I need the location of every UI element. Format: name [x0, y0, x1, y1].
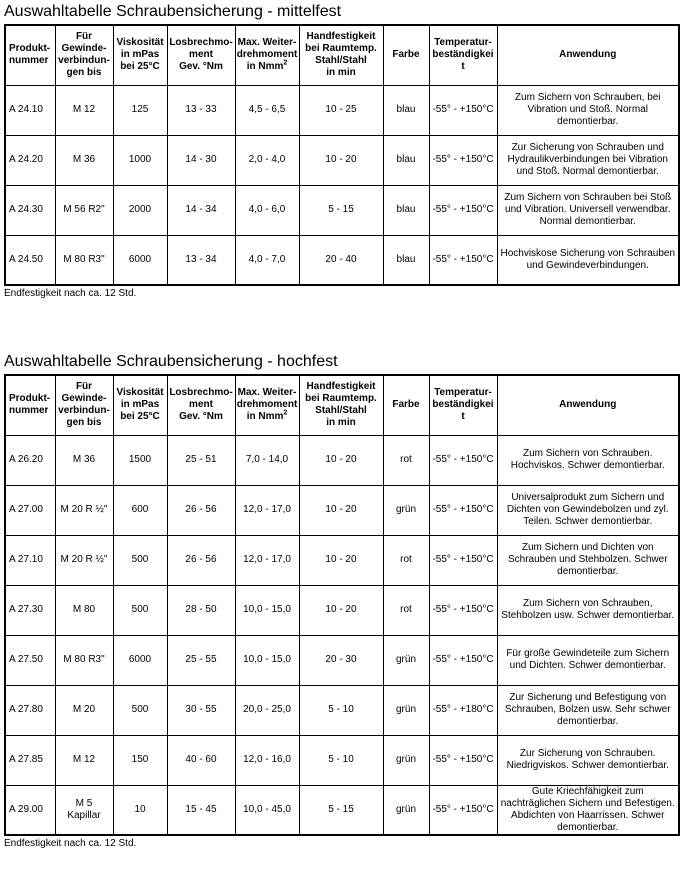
- header-label-anwendung: Anwendung: [559, 49, 617, 61]
- cell-visko: 6000: [113, 635, 167, 685]
- cell-temp: -55° - +150°C: [429, 435, 497, 485]
- cell-temp: -55° - +150°C: [429, 635, 497, 685]
- cell-farbe: blau: [383, 235, 429, 285]
- cell-farbe: grün: [383, 485, 429, 535]
- cell-weiter: 10,0 - 15,0: [235, 585, 299, 635]
- header-farbe: [383, 375, 429, 435]
- cell-visko: 6000: [113, 235, 167, 285]
- header-weiter: [235, 375, 299, 435]
- table-row: [5, 235, 679, 285]
- cell-produkt: A 27.10: [5, 535, 55, 585]
- cell-anwendung: Hochviskose Sicherung von Schrauben und Gewindeverbindungen.: [497, 235, 679, 285]
- header-label-visko: Viskosität in mPas bei 25°C: [116, 387, 164, 423]
- table-title-hochfest: Auswahltabelle Schraubensicherung - hochfest: [4, 353, 338, 370]
- cell-visko: 500: [113, 535, 167, 585]
- cell-anwendung: Für große Gewindeteile zum Sichern und Dichten. Schwer demontierbar.: [497, 635, 679, 685]
- cell-visko: 600: [113, 485, 167, 535]
- cell-produkt: A 24.10: [5, 85, 55, 135]
- table-title-mittelfest: Auswahltabelle Schraubensicherung - mittelfest: [4, 3, 342, 20]
- header-label-farbe: Farbe: [392, 399, 420, 411]
- cell-anwendung: Universalprodukt zum Sichern und Dichten von Gewindebolzen und zyl. Teilen. Schwer demontierbar.: [497, 485, 679, 535]
- cell-produkt: A 24.50: [5, 235, 55, 285]
- header-label-visko: Viskosität in mPas bei 25°C: [116, 37, 164, 73]
- table-row: [5, 435, 679, 485]
- cell-losbrech: 13 - 33: [167, 85, 235, 135]
- cell-farbe: rot: [383, 585, 429, 635]
- cell-anwendung: Zum Sichern von Schrauben, bei Vibration und Stoß. Normal demontierbar.: [497, 85, 679, 135]
- cell-farbe: rot: [383, 535, 429, 585]
- cell-hand: 5 - 15: [299, 185, 383, 235]
- cell-weiter: 12,0 - 16,0: [235, 735, 299, 785]
- table-row: [5, 685, 679, 735]
- header-superscript: 2: [283, 409, 288, 417]
- header-label-farbe: Farbe: [392, 49, 420, 61]
- cell-visko: 2000: [113, 185, 167, 235]
- table-row: [5, 785, 679, 835]
- cell-produkt: A 24.20: [5, 135, 55, 185]
- table-hochfest: [4, 374, 680, 836]
- section-hochfest: [4, 352, 680, 850]
- header-label-weiter: Max. Weiter- drehmoment in Nmm: [236, 387, 298, 423]
- cell-losbrech: 40 - 60: [167, 735, 235, 785]
- header-label-produkt: Produkt- nummer: [9, 393, 51, 417]
- cell-anwendung: Zum Sichern von Schrauben, Stehbolzen usw. Schwer demontierbar.: [497, 585, 679, 635]
- cell-losbrech: 14 - 34: [167, 185, 235, 235]
- header-label-weiter: Max. Weiter- drehmoment in Nmm: [236, 37, 298, 73]
- cell-visko: 1000: [113, 135, 167, 185]
- header-gewinde: [55, 25, 113, 85]
- header-label-hand: Handfestigkeit bei Raumtemp. Stahl/Stahl in min: [305, 381, 377, 429]
- cell-visko: 1500: [113, 435, 167, 485]
- header-anwendung: [497, 25, 679, 85]
- cell-weiter: 12,0 - 17,0: [235, 485, 299, 535]
- cell-losbrech: 30 - 55: [167, 685, 235, 735]
- section-mittelfest: [4, 2, 680, 300]
- cell-produkt: A 24.30: [5, 185, 55, 235]
- cell-produkt: A 29.00: [5, 785, 55, 835]
- cell-weiter: 4,0 - 7,0: [235, 235, 299, 285]
- cell-losbrech: 13 - 34: [167, 235, 235, 285]
- cell-temp: -55° - +150°C: [429, 85, 497, 135]
- cell-temp: -55° - +180°C: [429, 685, 497, 735]
- cell-weiter: 10,0 - 45,0: [235, 785, 299, 835]
- cell-produkt: A 27.80: [5, 685, 55, 735]
- cell-weiter: 7,0 - 14,0: [235, 435, 299, 485]
- header-gewinde: [55, 375, 113, 435]
- table-row: [5, 585, 679, 635]
- cell-hand: 5 - 10: [299, 735, 383, 785]
- header-visko: [113, 375, 167, 435]
- header-farbe: [383, 25, 429, 85]
- cell-visko: 500: [113, 585, 167, 635]
- footnote-mittelfest: Endfestigkeit nach ca. 12 Std.: [4, 288, 137, 299]
- cell-gewinde: M 36: [55, 435, 113, 485]
- cell-gewinde: M 12: [55, 735, 113, 785]
- cell-produkt: A 26.20: [5, 435, 55, 485]
- cell-produkt: A 27.00: [5, 485, 55, 535]
- header-temp: [429, 375, 497, 435]
- cell-produkt: A 27.85: [5, 735, 55, 785]
- table-header-row: [5, 375, 679, 435]
- header-anwendung: [497, 375, 679, 435]
- cell-losbrech: 28 - 50: [167, 585, 235, 635]
- cell-anwendung: Gute Kriechfähigkeit zum nachträglichen Sichern und Befestigen. Abdichten von Haarrissen. Schwer demontierbar.: [497, 785, 679, 835]
- cell-visko: 10: [113, 785, 167, 835]
- header-losbrech: [167, 25, 235, 85]
- header-label-temp: Temperatur- beständigkei t: [432, 37, 494, 73]
- cell-losbrech: 15 - 45: [167, 785, 235, 835]
- cell-produkt: A 27.50: [5, 635, 55, 685]
- cell-anwendung: Zum Sichern von Schrauben. Hochviskos. Schwer demontierbar.: [497, 435, 679, 485]
- cell-gewinde: M 5 Kapillar: [55, 785, 113, 835]
- header-label-gewinde: Für Gewinde- verbindun- gen bis: [58, 381, 110, 429]
- header-label-anwendung: Anwendung: [559, 399, 617, 411]
- header-superscript: 2: [283, 59, 288, 67]
- table-row: [5, 85, 679, 135]
- cell-visko: 125: [113, 85, 167, 135]
- table-row: [5, 185, 679, 235]
- table-mittelfest: [4, 24, 680, 286]
- table-header-row: [5, 25, 679, 85]
- cell-farbe: grün: [383, 735, 429, 785]
- cell-anwendung: Zur Sicherung von Schrauben. Niedrigviskos. Schwer demontierbar.: [497, 735, 679, 785]
- cell-temp: -55° - +150°C: [429, 235, 497, 285]
- header-weiter: [235, 25, 299, 85]
- cell-anwendung: Zur Sicherung von Schrauben und Hydraulikverbindungen bei Vibration und Stoß. Normal demontierbar.: [497, 135, 679, 185]
- cell-temp: -55° - +150°C: [429, 485, 497, 535]
- header-label-hand: Handfestigkeit bei Raumtemp. Stahl/Stahl in min: [305, 31, 377, 79]
- table-row: [5, 635, 679, 685]
- cell-farbe: blau: [383, 185, 429, 235]
- cell-hand: 20 - 40: [299, 235, 383, 285]
- cell-hand: 10 - 25: [299, 85, 383, 135]
- cell-hand: 5 - 15: [299, 785, 383, 835]
- header-visko: [113, 25, 167, 85]
- cell-losbrech: 25 - 55: [167, 635, 235, 685]
- cell-anwendung: Zum Sichern und Dichten von Schrauben und Stehbolzen. Schwer demontierbar.: [497, 535, 679, 585]
- cell-losbrech: 14 - 30: [167, 135, 235, 185]
- footnote-hochfest: Endfestigkeit nach ca. 12 Std.: [4, 838, 137, 849]
- cell-weiter: 12,0 - 17,0: [235, 535, 299, 585]
- cell-farbe: grün: [383, 635, 429, 685]
- cell-losbrech: 25 - 51: [167, 435, 235, 485]
- cell-gewinde: M 80: [55, 585, 113, 635]
- cell-gewinde: M 20: [55, 685, 113, 735]
- table-row: [5, 485, 679, 535]
- cell-farbe: blau: [383, 135, 429, 185]
- cell-gewinde: M 80 R3": [55, 235, 113, 285]
- cell-weiter: 4,0 - 6,0: [235, 185, 299, 235]
- header-hand: [299, 25, 383, 85]
- cell-farbe: blau: [383, 85, 429, 135]
- header-label-produkt: Produkt- nummer: [9, 43, 51, 67]
- header-hand: [299, 375, 383, 435]
- table-row: [5, 535, 679, 585]
- cell-hand: 5 - 10: [299, 685, 383, 735]
- header-label-temp: Temperatur- beständigkei t: [432, 387, 494, 423]
- cell-hand: 10 - 20: [299, 485, 383, 535]
- cell-losbrech: 26 - 56: [167, 485, 235, 535]
- cell-gewinde: M 36: [55, 135, 113, 185]
- header-label-losbrech: Losbrechmo- ment Gev. °Nm: [169, 387, 233, 423]
- header-produkt: [5, 25, 55, 85]
- cell-visko: 500: [113, 685, 167, 735]
- cell-visko: 150: [113, 735, 167, 785]
- cell-weiter: 4,5 - 6,5: [235, 85, 299, 135]
- cell-gewinde: M 20 R ½": [55, 485, 113, 535]
- cell-weiter: 2,0 - 4,0: [235, 135, 299, 185]
- header-produkt: [5, 375, 55, 435]
- cell-anwendung: Zur Sicherung und Befestigung von Schrauben, Bolzen usw. Sehr schwer demontierbar.: [497, 685, 679, 735]
- header-temp: [429, 25, 497, 85]
- cell-gewinde: M 20 R ½": [55, 535, 113, 585]
- cell-farbe: grün: [383, 785, 429, 835]
- cell-temp: -55° - +150°C: [429, 735, 497, 785]
- cell-weiter: 20,0 - 25,0: [235, 685, 299, 735]
- table-row: [5, 135, 679, 185]
- cell-gewinde: M 80 R3": [55, 635, 113, 685]
- cell-losbrech: 26 - 56: [167, 535, 235, 585]
- cell-weiter: 10,0 - 15,0: [235, 635, 299, 685]
- table-row: [5, 735, 679, 785]
- cell-gewinde: M 56 R2": [55, 185, 113, 235]
- cell-hand: 10 - 20: [299, 585, 383, 635]
- cell-hand: 20 - 30: [299, 635, 383, 685]
- cell-produkt: A 27.30: [5, 585, 55, 635]
- cell-hand: 10 - 20: [299, 135, 383, 185]
- cell-temp: -55° - +150°C: [429, 135, 497, 185]
- cell-hand: 10 - 20: [299, 435, 383, 485]
- header-label-losbrech: Losbrechmo- ment Gev. °Nm: [169, 37, 233, 73]
- cell-hand: 10 - 20: [299, 535, 383, 585]
- cell-temp: -55° - +150°C: [429, 185, 497, 235]
- cell-temp: -55° - +150°C: [429, 785, 497, 835]
- cell-temp: -55° - +150°C: [429, 585, 497, 635]
- cell-farbe: rot: [383, 435, 429, 485]
- header-label-gewinde: Für Gewinde- verbindun- gen bis: [58, 31, 110, 79]
- header-losbrech: [167, 375, 235, 435]
- cell-anwendung: Zum Sichern von Schrauben bei Stoß und Vibration. Universell verwendbar. Normal demontierbar.: [497, 185, 679, 235]
- cell-farbe: grün: [383, 685, 429, 735]
- cell-gewinde: M 12: [55, 85, 113, 135]
- cell-temp: -55° - +150°C: [429, 535, 497, 585]
